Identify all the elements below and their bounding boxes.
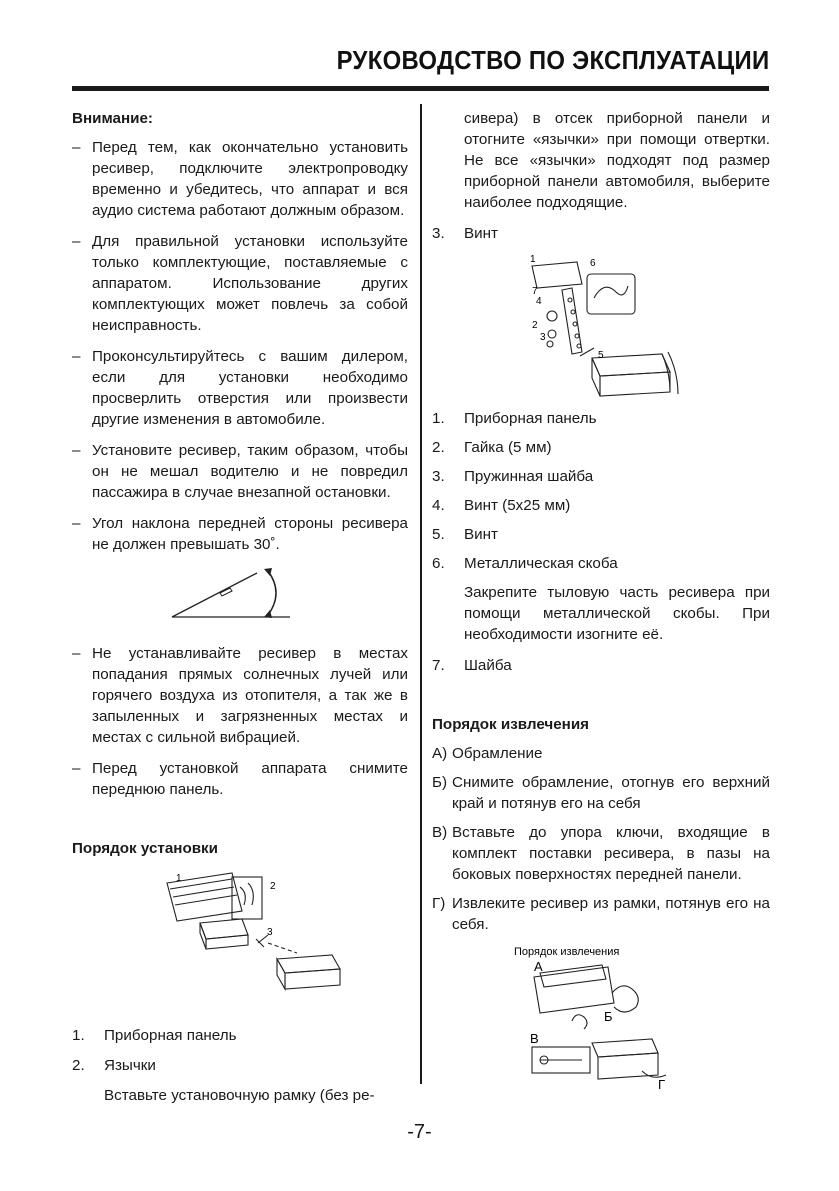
part-item: 1. Приборная панель (432, 410, 597, 427)
right-column (432, 108, 770, 1093)
attention-item: – Проконсультируйтесь с вашим дилером, если для установки необходимо просверлить отверстия или произвести другие изменения в автомобиле. (72, 348, 408, 428)
removal-item: Г) Извлеките ресивер из рамки, потянув его на себя. (432, 895, 770, 933)
part-item: 2. Гайка (5 мм) (432, 439, 552, 456)
removal-fig-label: В (530, 1031, 539, 1046)
attention-item: – Для правильной установки используйте только комплектующие, поставляемые с аппаратом. Использование других комплектующих может повлечь за собой неисправность. (72, 233, 408, 334)
attention-item: – Перед установкой аппарата снимите переднюю панель. (72, 760, 408, 798)
install-list-item: 1. Приборная панель (72, 1027, 237, 1044)
install-fig-label: 3 (267, 927, 273, 938)
washer-item: 7. Шайба (432, 657, 512, 674)
header-rule (72, 86, 769, 91)
column-divider (420, 104, 422, 1084)
bracket-fig-label: 6 (590, 258, 596, 269)
attention-item: – Угол наклона передней стороны ресивера не должен превышать 30˚. (72, 515, 408, 553)
bracket-fig-label: 4 (536, 296, 542, 307)
tilt-angle-diagram (72, 559, 408, 631)
removal-fig-label: Г (658, 1077, 666, 1092)
page-title: РУКОВОДСТВО ПО ЭКСПЛУАТАЦИИ (336, 45, 769, 75)
installation-diagram (72, 869, 408, 1019)
bracket-fig-label: 3 (540, 332, 546, 343)
part-item: 3. Пружинная шайба (432, 468, 594, 485)
install-note: Вставьте установочную рамку (без ре- (104, 1087, 375, 1104)
removal-item: А) Обрамление (432, 745, 543, 762)
left-column (72, 108, 408, 1106)
removal-heading: Порядок извлечения (432, 716, 590, 733)
part-item: 6. Металлическая скоба (432, 555, 618, 572)
bracket-mounting-diagram (432, 248, 770, 398)
bracket-fig-label: 1 (530, 254, 536, 265)
attention-item: – Не устанавливайте ресивер в местах попадания прямых солнечных лучей или горячего воздуха из отопителя, а так же в запыленных и загрязненных местах и местах с сильной вибрацией. (72, 645, 408, 746)
removal-item: В) Вставьте до упора ключи, входящие в комплект поставки ресивера, в пазы на боковых поверхностях передней панели. (432, 824, 770, 883)
bracket-fig-label: 2 (532, 320, 538, 331)
install-fig-label: 2 (270, 881, 276, 892)
bracket-fig-label: 5 (598, 350, 604, 361)
install-heading: Порядок установки (72, 840, 218, 857)
removal-diagram (432, 943, 770, 1093)
attention-item: – Установите ресивер, таким образом, чтобы он не мешал водителю и не повредил пассажира в случае внезапной остановки. (72, 442, 408, 501)
removal-item: Б) Снимите обрамление, отогнув его верхний край и потянув его на себя (432, 774, 770, 812)
part-item: 5. Винт (432, 526, 498, 543)
bracket-note: Закрепите тыловую часть ресивера при помощи металлической скобы. При необходимости изогните её. (464, 584, 770, 643)
attention-item: – Перед тем, как окончательно установить ресивер, подключите электропроводку временно и убедитесь, что аппарат и вся аудио система работают должным образом. (72, 139, 408, 219)
removal-fig-label: А (534, 959, 543, 974)
screw-item: 3. Винт (432, 225, 498, 242)
attention-heading: Внимание: (72, 110, 153, 127)
removal-fig-title: Порядок извлечения (514, 946, 620, 958)
continued-paragraph: сивера) в отсек приборной панели и отогните «язычки» при помощи отвертки. Не все «язычки» подходят под размер приборной панели автомобиля, выберите наиболее подходящие. (464, 110, 770, 211)
install-fig-label: 1 (176, 873, 182, 884)
page-number: -7- (407, 1121, 432, 1143)
install-list-item: 2. Язычки (72, 1057, 156, 1074)
bracket-fig-label: 7 (532, 286, 538, 297)
removal-fig-label: Б (604, 1009, 613, 1024)
part-item: 4. Винт (5х25 мм) (432, 497, 571, 514)
